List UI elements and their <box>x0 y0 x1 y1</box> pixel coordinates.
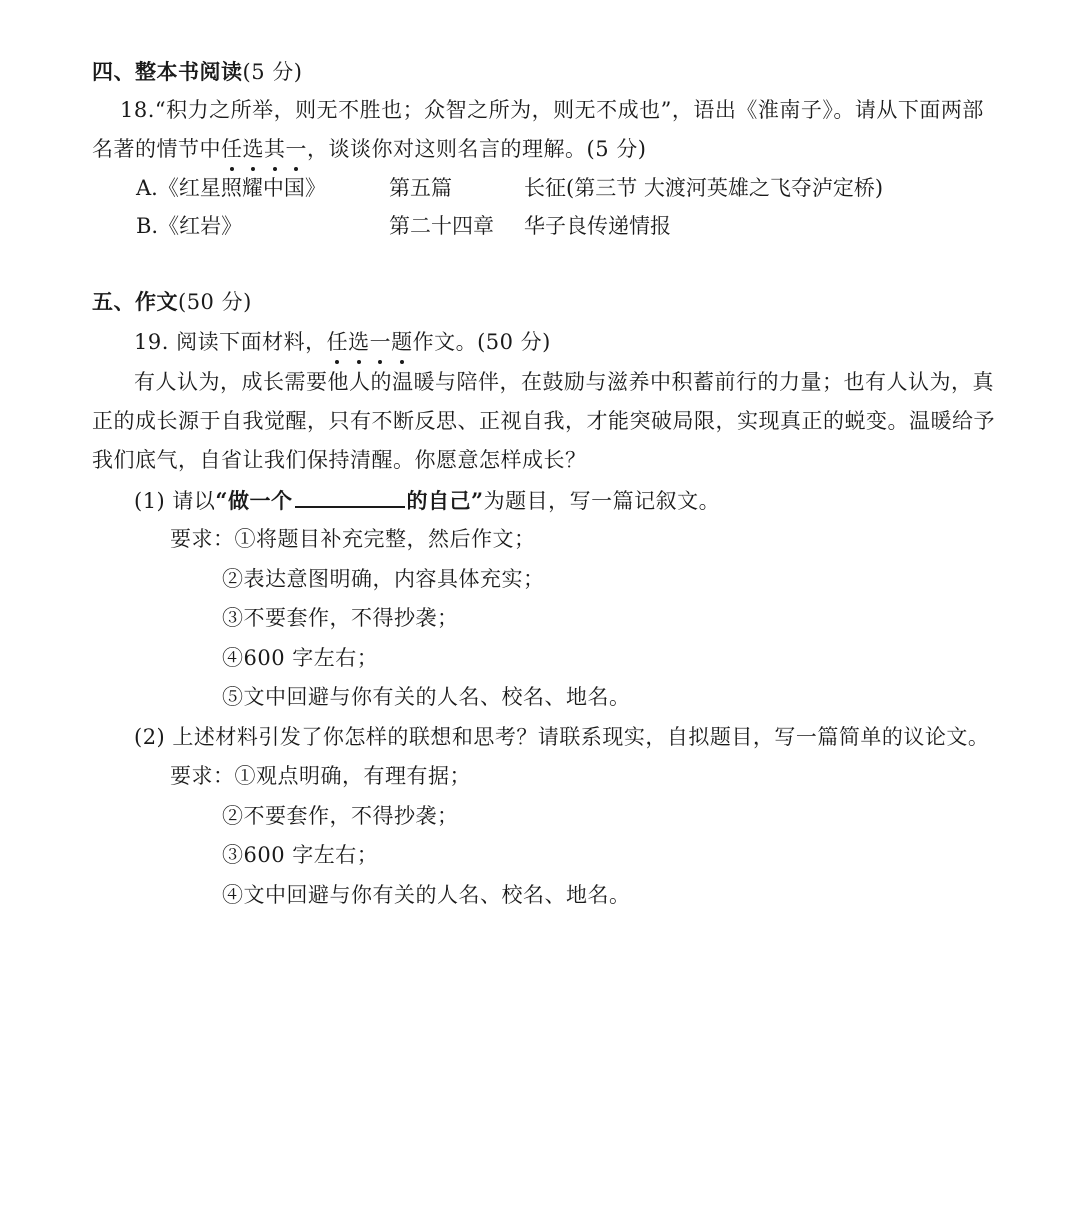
emphasis-dot <box>273 167 277 171</box>
emphasis-char: 选 <box>348 328 370 356</box>
option-a-chapter: 长征(第三节 大渡河英雄之飞夺泸定桥) <box>524 176 884 200</box>
section4-title: 四、整本书阅读 <box>92 59 243 84</box>
emphasis-dot <box>357 360 361 364</box>
task1-req-item: ③不要套作，不得抄袭； <box>222 606 459 630</box>
task1-prompt <box>134 486 720 515</box>
task1-post: 为题目，写一篇记叙文。 <box>483 489 721 513</box>
task1-pre: (1) 请以 <box>134 489 216 513</box>
emphasis-dot <box>378 360 382 364</box>
q18-line2 <box>92 135 646 163</box>
task2-req-item: ③600 字左右； <box>222 843 379 867</box>
task2-prompt: (2) 上述材料引发了你怎样的联想和思考？请联系现实，自拟题目，写一篇简单的议论文。 <box>134 725 990 749</box>
task2-req-item: ①观点明确，有理有据； <box>234 764 471 788</box>
task2-requirements-row <box>170 762 471 790</box>
emphasis-char: 一 <box>370 328 392 356</box>
task2-req-item: ④文中回避与你有关的人名、校名、地名。 <box>222 883 631 907</box>
emphasis-char: 任 <box>327 328 349 356</box>
task1-req-item: ②表达意图明确，内容具体充实； <box>222 567 545 591</box>
emphasis-char: 其 <box>264 135 286 163</box>
task1-req-item: ①将题目补充完整，然后作文； <box>234 527 536 551</box>
emphasis-char: 一 <box>286 135 308 163</box>
task2-req-label: 要求： <box>170 764 235 788</box>
material-line-3: 我们底气，自省让我们保持清醒。你愿意怎样成长？ <box>92 448 587 472</box>
task1-title-b: 的自己” <box>406 488 484 513</box>
option-b-book: B.《红岩》 <box>136 214 243 238</box>
option-b-part: 第二十四章 <box>389 214 494 238</box>
q19-pre: 19. 阅读下面材料， <box>134 330 327 354</box>
section5-points: (50 分) <box>178 290 252 314</box>
emphasis-dot <box>294 167 298 171</box>
q18-line1: 18.“积力之所举，则无不胜也；众智之所为，则无不成也”，语出《淮南子》。请从下面两部 <box>120 98 984 122</box>
emphasis-char: 题 <box>391 328 413 356</box>
task1-req-label: 要求： <box>170 527 235 551</box>
q18-line2-pre: 名著的情节中 <box>92 137 221 161</box>
task1-requirements-row <box>170 525 536 553</box>
emphasis-dot <box>230 167 234 171</box>
section5-title: 五、作文 <box>92 289 178 314</box>
title-blank <box>295 486 405 508</box>
section4-points: (5 分) <box>242 60 303 84</box>
task2-req-item: ②不要套作，不得抄袭； <box>222 804 459 828</box>
task1-req-item: ⑤文中回避与你有关的人名、校名、地名。 <box>222 685 631 709</box>
emphasis-dot <box>251 167 255 171</box>
material-line-2: 正的成长源于自我觉醒，只有不断反思、正视自我，才能突破局限，实现真正的蜕变。温暖给予 <box>92 409 995 433</box>
task1-title-a: “做一个 <box>215 488 293 513</box>
task1-req-item: ④600 字左右； <box>222 646 379 670</box>
q19-line <box>134 328 551 356</box>
section5-heading <box>92 288 252 316</box>
q19-post: 作文。(50 分) <box>412 330 551 354</box>
emphasis-dot <box>400 360 404 364</box>
option-a-part: 第五篇 <box>389 176 452 200</box>
material-line-1: 有人认为，成长需要他人的温暖与陪伴，在鼓励与滋养中积蓄前行的力量；也有人认为，真 <box>134 370 994 394</box>
emphasis-char: 任 <box>221 135 243 163</box>
section4-heading <box>92 58 302 86</box>
emphasis-dot <box>335 360 339 364</box>
emphasis-char: 选 <box>243 135 265 163</box>
q18-line2-post: ，谈谈你对这则名言的理解。(5 分) <box>307 137 647 161</box>
option-b-chapter: 华子良传递情报 <box>524 214 671 238</box>
option-a-book: A.《红星照耀中国》 <box>136 176 326 200</box>
